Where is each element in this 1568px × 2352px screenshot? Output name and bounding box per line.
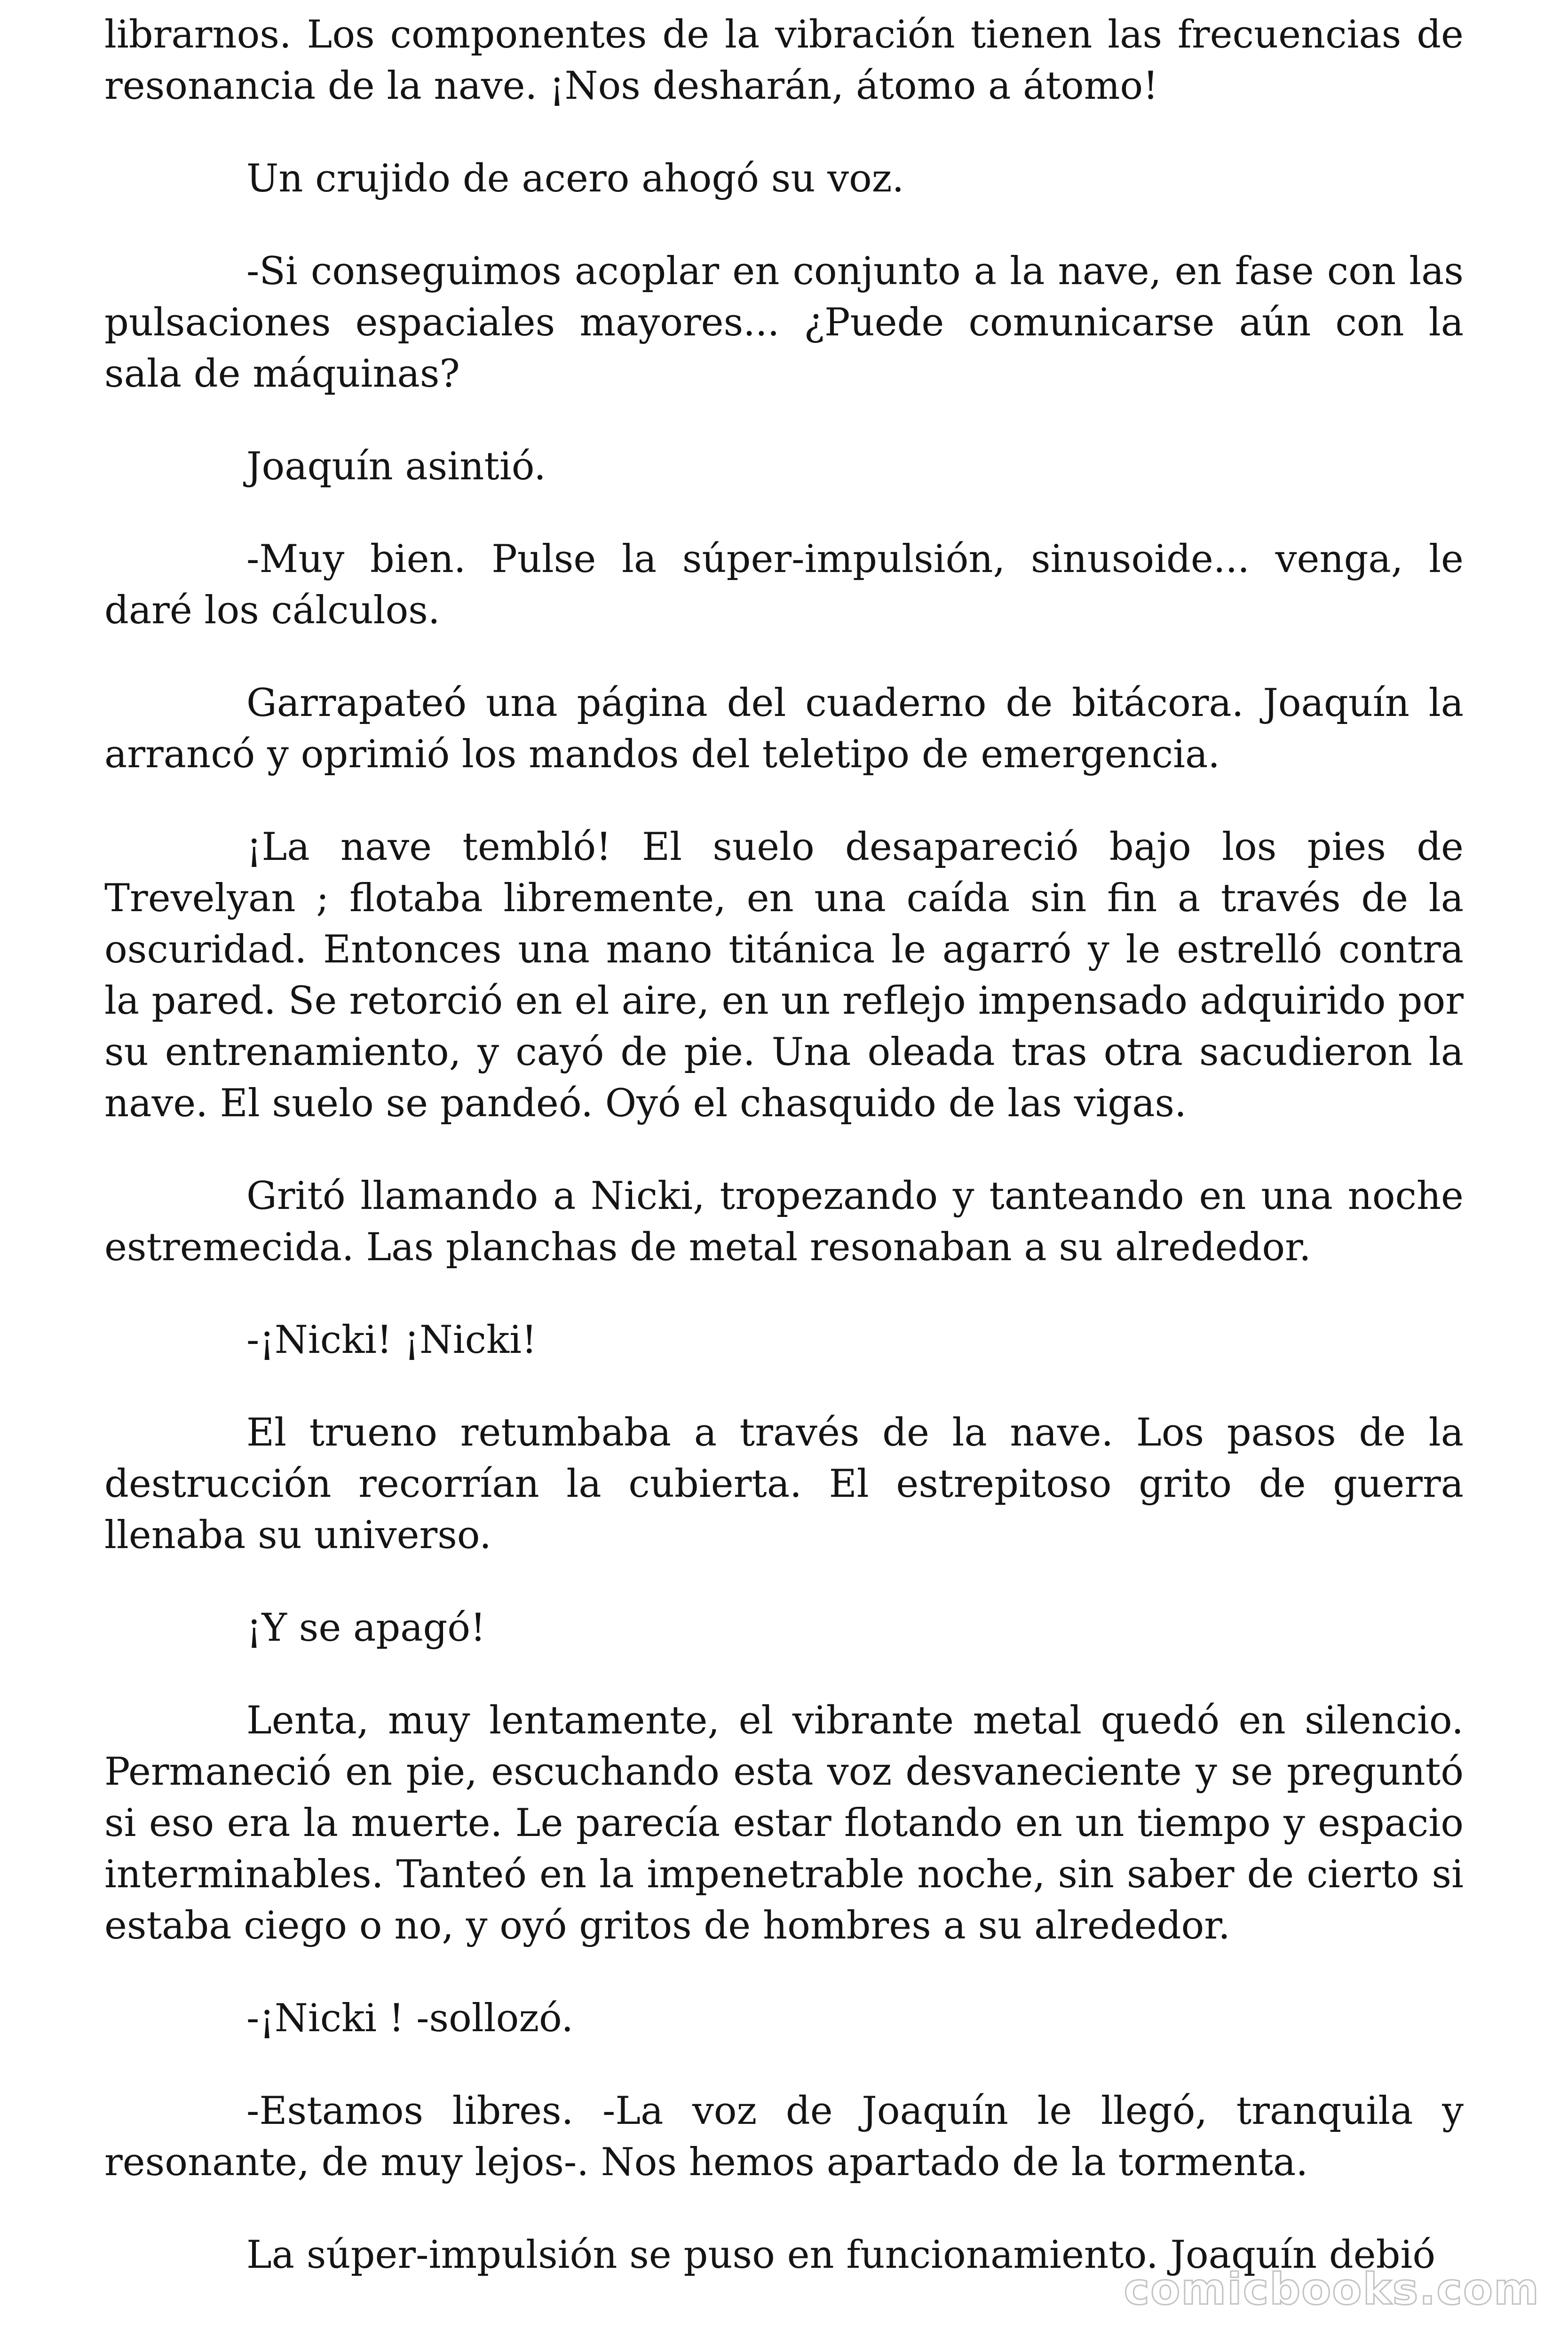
- paragraph: ¡La nave tembló! El suelo desapareció bajo los pies de Trevelyan ; flotaba libremente, en una caída sin fin a través de la oscuridad. Entonces una mano titánica le agarró y le estrelló contra la pared. Se retorció en el aire, en un reflejo impensado adquirido por su entrenamiento, y cayó de pie. Una oleada tras otra sacudieron la nave. El suelo se pandeó. Oyó el chasquido de las vigas.: [104, 825, 1464, 1126]
- paragraph: -¡Nicki! ¡Nicki!: [246, 1318, 537, 1362]
- watermark-logo: comicbooks.com: [1124, 2264, 1540, 2314]
- paragraph: Lenta, muy lentamente, el vibrante metal quedó en silencio. Permaneció en pie, escuchando esta voz desvaneciente y se preguntó si eso era la muerte. Le parecía estar flotando en un tiempo y espacio interminables. Tanteó en la impenetrable noche, sin saber de cierto si estaba ciego o no, y oyó gritos de hombres a su alrededor.: [104, 1699, 1464, 1948]
- paragraph: Gritó llamando a Nicki, tropezando y tanteando en una noche estremecida. Las planchas de metal resonaban a su alrededor.: [104, 1174, 1464, 1270]
- paragraph: Garrapateó una página del cuaderno de bitácora. Joaquín la arrancó y oprimió los mandos del teletipo de emergencia.: [104, 681, 1464, 777]
- paragraph: La súper-impulsión se puso en funcionamiento. Joaquín debió: [246, 2233, 1436, 2277]
- paragraph: Joaquín asintió.: [246, 445, 546, 489]
- paragraph: Un crujido de acero ahogó su voz.: [246, 157, 904, 201]
- paragraph: El trueno retumbaba a través de la nave. Los pasos de la destrucción recorrían la cubierta. El estrepitoso grito de guerra llenaba su universo.: [104, 1411, 1464, 1557]
- paragraph: -¡Nicki ! -sollozó.: [246, 1996, 574, 2041]
- page-text: [104, 9, 1464, 2322]
- paragraph: ¡Y se apagó!: [246, 1606, 486, 1650]
- paragraph: -Muy bien. Pulse la súper-impulsión, sinusoide... venga, le daré los cálculos.: [104, 537, 1464, 633]
- paragraph: librarnos. Los componentes de la vibración tienen las frecuencias de resonancia de la nave. ¡Nos desharán, átomo a átomo!: [104, 13, 1464, 108]
- paragraph: -Si conseguimos acoplar en conjunto a la nave, en fase con las pulsaciones espaciales mayores... ¿Puede comunicarse aún con la sala de máquinas?: [104, 249, 1464, 396]
- paragraph: -Estamos libres. -La voz de Joaquín le llegó, tranquila y resonante, de muy lejos-. Nos hemos apartado de la tormenta.: [104, 2089, 1464, 2185]
